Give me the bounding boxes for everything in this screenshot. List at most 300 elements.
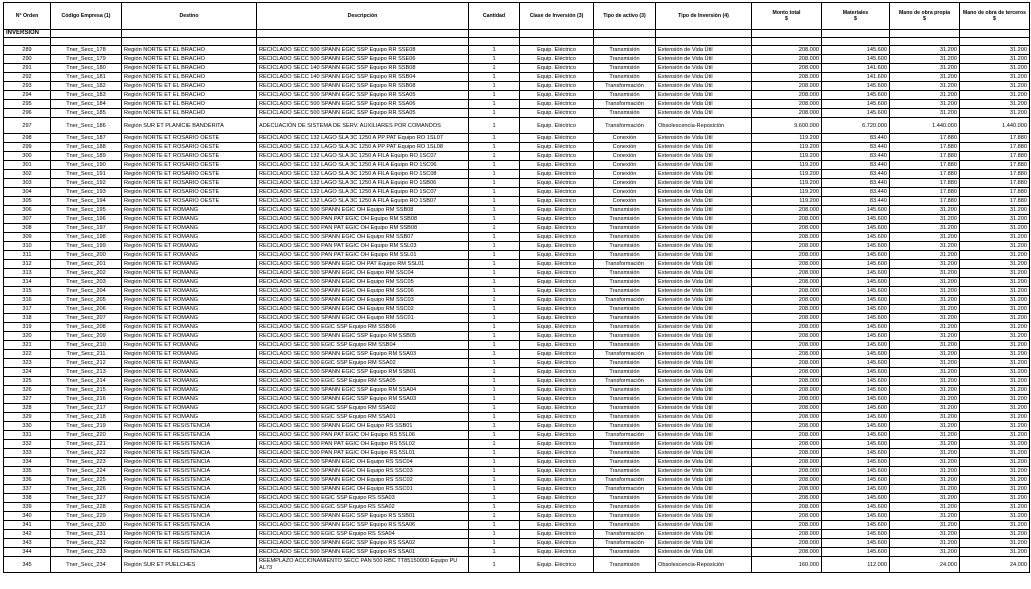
table-cell: RECICLADO SECC 132 LAGO SLA 3C 1250 A FILA Equipo RO 1SC07: [257, 152, 469, 161]
column-header: [656, 3, 752, 30]
table-cell: Extensión de Vida Útil: [656, 134, 752, 143]
table-cell: 208.000: [752, 91, 822, 100]
table-cell: Extensión de Vida Útil: [656, 55, 752, 64]
table-cell: 6.720.000: [822, 118, 890, 134]
table-cell: 305: [4, 197, 51, 206]
table-cell: Región NORTE ET RESISTENCIA: [122, 449, 257, 458]
title-row: [4, 30, 1030, 38]
table-cell: Extensión de Vida Útil: [656, 530, 752, 539]
spreadsheet: [3, 2, 1029, 573]
table-cell: Región NORTE ET ROMANG: [122, 305, 257, 314]
table-cell: Región SUR ET PLANICIE BANDERITA: [122, 118, 257, 134]
table-cell: Tner_Secc_221: [51, 440, 122, 449]
table-cell: Equip. Eléctrico: [520, 73, 594, 82]
table-row: [4, 395, 1030, 404]
table-cell: 119.200: [752, 134, 822, 143]
table-cell: 1: [469, 224, 520, 233]
table-cell: Extensión de Vida Útil: [656, 215, 752, 224]
table-row: [4, 440, 1030, 449]
table-cell: Transmisión: [594, 314, 656, 323]
table-cell: 24.000: [960, 557, 1030, 573]
table-cell: RECICLADO SECC 500 EGIC SSP Equipo RM SSA01: [257, 413, 469, 422]
table-row: [4, 152, 1030, 161]
table-cell: Transformación: [594, 539, 656, 548]
table-cell: 145.600: [822, 530, 890, 539]
table-cell: Transmisión: [594, 548, 656, 557]
table-cell: RECICLADO SECC 500 SPANN EGIC SSP Equipo RM SSA03: [257, 395, 469, 404]
table-cell: 145.600: [822, 55, 890, 64]
table-cell: 17.880: [890, 161, 960, 170]
table-cell: Tner_Secc_218: [51, 413, 122, 422]
table-cell: 31.200: [960, 73, 1030, 82]
table-cell: 293: [4, 82, 51, 91]
table-row: [4, 512, 1030, 521]
table-cell: Transmisión: [594, 341, 656, 350]
table-cell: Tner_Secc_183: [51, 91, 122, 100]
table-cell: 1: [469, 449, 520, 458]
table-cell: 321: [4, 341, 51, 350]
table-row: [4, 269, 1030, 278]
table-cell: 31.200: [960, 539, 1030, 548]
table-cell: 1: [469, 440, 520, 449]
table-cell: 31.200: [960, 46, 1030, 55]
table-cell: 31.200: [890, 485, 960, 494]
table-cell: Extensión de Vida Útil: [656, 449, 752, 458]
table-cell: 208.000: [752, 530, 822, 539]
table-cell: Extensión de Vida Útil: [656, 485, 752, 494]
table-cell: Obsolescencia-Reposición: [656, 557, 752, 573]
table-cell: 31.200: [890, 242, 960, 251]
table-cell: 208.000: [752, 467, 822, 476]
table-row: [4, 287, 1030, 296]
table-row: [4, 215, 1030, 224]
table-row: [4, 332, 1030, 341]
table-cell: Extensión de Vida Útil: [656, 305, 752, 314]
table-cell: 31.200: [890, 368, 960, 377]
table-cell: 119.200: [752, 161, 822, 170]
table-row: [4, 503, 1030, 512]
table-cell: 208.000: [752, 82, 822, 91]
column-header-label: Cantidad: [482, 12, 506, 19]
table-cell: 1: [469, 521, 520, 530]
table-cell: 145.600: [822, 503, 890, 512]
table-cell: 31.200: [890, 440, 960, 449]
table-cell: 145.600: [822, 82, 890, 91]
table-cell: Tner_Secc_220: [51, 431, 122, 440]
table-cell: 208.000: [752, 386, 822, 395]
table-cell: 292: [4, 73, 51, 82]
table-cell: Equip. Eléctrico: [520, 503, 594, 512]
table-cell: 145.600: [822, 413, 890, 422]
table-cell: 17.880: [890, 179, 960, 188]
table-cell: Extensión de Vida Útil: [656, 242, 752, 251]
table-cell: 31.200: [890, 278, 960, 287]
table-cell: 119.200: [752, 143, 822, 152]
table-row: [4, 197, 1030, 206]
table-cell: 314: [4, 278, 51, 287]
table-cell: 208.000: [752, 73, 822, 82]
table-cell: Región NORTE ET RESISTENCIA: [122, 494, 257, 503]
table-cell: 31.200: [960, 64, 1030, 73]
table-cell: 31.200: [890, 521, 960, 530]
table-cell: 1: [469, 395, 520, 404]
table-cell: Extensión de Vida Útil: [656, 109, 752, 118]
column-header-label: N° Orden: [15, 12, 39, 19]
table-row: [4, 377, 1030, 386]
table-cell: Transmisión: [594, 55, 656, 64]
table-cell: 1: [469, 386, 520, 395]
table-row: [4, 260, 1030, 269]
table-cell: Extensión de Vida Útil: [656, 224, 752, 233]
column-header-label: Destino: [179, 12, 199, 19]
table-cell: 208.000: [752, 377, 822, 386]
table-cell: Equip. Eléctrico: [520, 46, 594, 55]
table-cell: RECICLADO SECC 500 EGIC SSP Equipo RM SSA02: [257, 359, 469, 368]
table-cell: Extensión de Vida Útil: [656, 152, 752, 161]
table-cell: RECICLADO SECC 500 SPANN EGIC OH Equipo RM SSB07: [257, 233, 469, 242]
table-cell: 31.200: [960, 287, 1030, 296]
table-cell: 337: [4, 485, 51, 494]
table-cell: Región NORTE ET RESISTENCIA: [122, 485, 257, 494]
table-cell: Tner_Secc_198: [51, 233, 122, 242]
table-cell: 295: [4, 100, 51, 109]
table-cell: Extensión de Vida Útil: [656, 512, 752, 521]
table-cell: RECICLADO SECC 500 SPANN EGIC OH Equipo RS SSC01: [257, 485, 469, 494]
table-cell: Extensión de Vida Útil: [656, 494, 752, 503]
table-cell: Tner_Secc_233: [51, 548, 122, 557]
table-cell: Equip. Eléctrico: [520, 251, 594, 260]
table-cell: Equip. Eléctrico: [520, 323, 594, 332]
table-cell: RECICLADO SECC 500 SPANN EGIC SSP Equipo RR SSA05: [257, 91, 469, 100]
table-cell: 208.000: [752, 341, 822, 350]
table-cell: Región NORTE ET RESISTENCIA: [122, 512, 257, 521]
table-cell: 304: [4, 188, 51, 197]
table-cell: 1: [469, 287, 520, 296]
table-cell: Región NORTE ET EL BRACHO: [122, 64, 257, 73]
table-cell: Transmisión: [594, 395, 656, 404]
table-cell: 31.200: [890, 413, 960, 422]
table-cell: 31.200: [960, 100, 1030, 109]
table-cell: Equip. Eléctrico: [520, 350, 594, 359]
table-cell: Equip. Eléctrico: [520, 278, 594, 287]
column-header-label: Clase de Inversión (3): [529, 12, 584, 19]
table-cell: Equip. Eléctrico: [520, 188, 594, 197]
table-cell: 24.000: [890, 557, 960, 573]
table-cell: Tner_Secc_201: [51, 260, 122, 269]
column-header: [890, 3, 960, 30]
table-cell: 338: [4, 494, 51, 503]
table-cell: 1: [469, 64, 520, 73]
table-cell: Transformación: [594, 530, 656, 539]
table-cell: 83.440: [822, 134, 890, 143]
table-cell: 31.200: [890, 215, 960, 224]
table-cell: RECICLADO SECC 500 PAN PAT EGIC OH Equipo RM SSB08: [257, 215, 469, 224]
table-cell: RECICLADO SECC 500 SPANN EGIC OH Equipo RM SSB08: [257, 206, 469, 215]
table-cell: Equip. Eléctrico: [520, 233, 594, 242]
table-cell: Extensión de Vida Útil: [656, 404, 752, 413]
table-cell: 334: [4, 458, 51, 467]
table-cell: Extensión de Vida Útil: [656, 206, 752, 215]
table-cell: 1: [469, 539, 520, 548]
table-cell: RECICLADO SECC 500 SPANN EGIC OH Equipo RM SSC02: [257, 305, 469, 314]
table-cell: 145.600: [822, 296, 890, 305]
table-cell: RECICLADO SECC 500 PAN PAT EGIC OH Equipo RM SSB08: [257, 224, 469, 233]
table-cell: 145.600: [822, 359, 890, 368]
table-cell: 141.600: [822, 73, 890, 82]
table-cell: 1: [469, 341, 520, 350]
table-cell: 31.200: [960, 55, 1030, 64]
table-cell: 141.600: [822, 64, 890, 73]
table-cell: 208.000: [752, 413, 822, 422]
table-cell: Región NORTE ET RESISTENCIA: [122, 530, 257, 539]
table-cell: 208.000: [752, 278, 822, 287]
table-cell: Tner_Secc_211: [51, 350, 122, 359]
table-row: [4, 64, 1030, 73]
table-cell: 306: [4, 206, 51, 215]
table-cell: RECICLADO SECC 140 SPANN EGIC SSP Equipo RR SSB08: [257, 64, 469, 73]
table-cell: Región NORTE ET ROMANG: [122, 260, 257, 269]
table-cell: 1: [469, 278, 520, 287]
table-cell: 31.200: [960, 350, 1030, 359]
table-cell: 326: [4, 386, 51, 395]
table-row: [4, 521, 1030, 530]
table-cell: 83.440: [822, 170, 890, 179]
table-cell: 31.200: [960, 224, 1030, 233]
table-cell: 31.200: [890, 305, 960, 314]
column-header-label: Mano de obra de terceros: [962, 9, 1027, 16]
table-cell: 31.200: [890, 206, 960, 215]
table-row: [4, 413, 1030, 422]
table-cell: Equip. Eléctrico: [520, 161, 594, 170]
table-cell: 329: [4, 413, 51, 422]
column-header-label: Descripción: [347, 12, 378, 19]
table-cell: Transmisión: [594, 278, 656, 287]
table-cell: Extensión de Vida Útil: [656, 188, 752, 197]
table-cell: Tner_Secc_204: [51, 287, 122, 296]
table-row: [4, 422, 1030, 431]
table-cell: 17.880: [890, 170, 960, 179]
table-cell: Región NORTE ET ROMANG: [122, 224, 257, 233]
table-cell: Extensión de Vida Útil: [656, 458, 752, 467]
table-cell: Tner_Secc_229: [51, 512, 122, 521]
table-cell: RECICLADO SECC 500 SPANN EGIC SSP Equipo RR SSA05: [257, 109, 469, 118]
table-cell: Conexión: [594, 179, 656, 188]
table-cell: Equip. Eléctrico: [520, 467, 594, 476]
table-cell: Tner_Secc_222: [51, 449, 122, 458]
table-cell: Región NORTE ET EL BRACHO: [122, 55, 257, 64]
table-cell: Extensión de Vida Útil: [656, 269, 752, 278]
table-cell: Extensión de Vida Útil: [656, 539, 752, 548]
table-cell: Equip. Eléctrico: [520, 215, 594, 224]
table-cell: 339: [4, 503, 51, 512]
table-cell: 31.200: [960, 503, 1030, 512]
table-cell: Equip. Eléctrico: [520, 206, 594, 215]
table-cell: Tner_Secc_190: [51, 161, 122, 170]
table-cell: RECICLADO SECC 140 SPANN EGIC SSP Equipo RR SSB04: [257, 73, 469, 82]
table-cell: 1: [469, 170, 520, 179]
table-cell: Extensión de Vida Útil: [656, 260, 752, 269]
table-cell: Tner_Secc_194: [51, 197, 122, 206]
table-cell: RECICLADO SECC 500 PAN PAT EGIC OH Equipo RS 5SL01: [257, 449, 469, 458]
table-cell: 31.200: [890, 503, 960, 512]
table-cell: 1: [469, 55, 520, 64]
table-cell: Tner_Secc_209: [51, 332, 122, 341]
table-cell: 31.200: [890, 73, 960, 82]
table-cell: Transformación: [594, 100, 656, 109]
table-cell: 145.600: [822, 260, 890, 269]
table-cell: Transmisión: [594, 359, 656, 368]
table-cell: 83.440: [822, 188, 890, 197]
table-cell: Conexión: [594, 161, 656, 170]
table-cell: Región NORTE ET RESISTENCIA: [122, 422, 257, 431]
table-cell: Región NORTE ET ROMANG: [122, 323, 257, 332]
table-cell: Extensión de Vida Útil: [656, 476, 752, 485]
table-cell: RECICLADO SECC 500 SPANN EGIC OH Equipo RM SSC01: [257, 314, 469, 323]
table-cell: Región NORTE ET RESISTENCIA: [122, 458, 257, 467]
table-cell: RECICLADO SECC 500 SPANN EGIC SSP Equipo RM SSB01: [257, 368, 469, 377]
table-cell: 145.600: [822, 215, 890, 224]
table-cell: 345: [4, 557, 51, 573]
table-cell: Extensión de Vida Útil: [656, 467, 752, 476]
table-cell: 1: [469, 548, 520, 557]
table-cell: Región NORTE ET ROMANG: [122, 413, 257, 422]
table-row: [4, 314, 1030, 323]
table-row: [4, 82, 1030, 91]
table-cell: Equip. Eléctrico: [520, 377, 594, 386]
table-cell: Equip. Eléctrico: [520, 548, 594, 557]
table-cell: RECICLADO SECC 500 EGIC SSP Equipo RM SSB04: [257, 341, 469, 350]
table-row: [4, 431, 1030, 440]
table-cell: Región NORTE ET ROMANG: [122, 233, 257, 242]
table-body: [4, 46, 1030, 573]
table-cell: 31.200: [890, 512, 960, 521]
table-row: [4, 109, 1030, 118]
table-cell: 31.200: [960, 233, 1030, 242]
table-cell: 1: [469, 152, 520, 161]
column-header-unit: $: [785, 16, 788, 22]
table-cell: 83.440: [822, 161, 890, 170]
table-cell: 31.200: [890, 64, 960, 73]
table-cell: Equip. Eléctrico: [520, 458, 594, 467]
table-cell: 310: [4, 242, 51, 251]
table-cell: 299: [4, 143, 51, 152]
table-cell: 31.200: [890, 323, 960, 332]
table-cell: 31.200: [960, 82, 1030, 91]
table-row: [4, 233, 1030, 242]
table-row: [4, 557, 1030, 573]
table-cell: Tner_Secc_191: [51, 170, 122, 179]
table-cell: 208.000: [752, 458, 822, 467]
table-cell: 9.600.000: [752, 118, 822, 134]
table-cell: 31.200: [960, 512, 1030, 521]
table-cell: Región NORTE ET RESISTENCIA: [122, 440, 257, 449]
table-cell: Tner_Secc_210: [51, 341, 122, 350]
table-cell: Equip. Eléctrico: [520, 179, 594, 188]
table-cell: 1: [469, 404, 520, 413]
table-cell: 31.200: [960, 91, 1030, 100]
table-cell: Equip. Eléctrico: [520, 359, 594, 368]
table-cell: 31.200: [960, 368, 1030, 377]
table-cell: 1: [469, 377, 520, 386]
table-cell: 31.200: [960, 449, 1030, 458]
table-cell: 208.000: [752, 368, 822, 377]
table-cell: Tner_Secc_224: [51, 467, 122, 476]
table-row: [4, 206, 1030, 215]
table-cell: 17.880: [960, 188, 1030, 197]
table-cell: 1: [469, 458, 520, 467]
table-cell: Tner_Secc_181: [51, 73, 122, 82]
column-header: [594, 3, 656, 30]
column-header: [257, 3, 469, 30]
table-cell: 307: [4, 215, 51, 224]
table-cell: 1: [469, 269, 520, 278]
table-cell: Tner_Secc_185: [51, 109, 122, 118]
table-cell: Tner_Secc_178: [51, 46, 122, 55]
table-cell: 294: [4, 91, 51, 100]
table-cell: 145.600: [822, 242, 890, 251]
table-cell: Tner_Secc_205: [51, 296, 122, 305]
table-cell: 1: [469, 91, 520, 100]
table-cell: 145.600: [822, 278, 890, 287]
table-cell: 1: [469, 233, 520, 242]
table-cell: 145.600: [822, 395, 890, 404]
table-cell: Equip. Eléctrico: [520, 386, 594, 395]
table-cell: Transmisión: [594, 494, 656, 503]
table-cell: RECICLADO SECC 500 PAN PAT EGIC OH Equipo RM SSL01: [257, 251, 469, 260]
table-cell: Tner_Secc_184: [51, 100, 122, 109]
table-cell: RECICLADO SECC 132 LAGO SLA 3C 1250 A FILA Equipo RO 1SC08: [257, 170, 469, 179]
table-cell: 1: [469, 143, 520, 152]
table-cell: Región NORTE ET EL BRACHO: [122, 73, 257, 82]
table-cell: Tner_Secc_197: [51, 224, 122, 233]
table-cell: 340: [4, 512, 51, 521]
table-cell: 320: [4, 332, 51, 341]
table-cell: 31.200: [960, 458, 1030, 467]
table-row: [4, 530, 1030, 539]
table-cell: RECICLADO SECC 500 EGIC SSP Equipo RM SSB06: [257, 323, 469, 332]
table-cell: 296: [4, 109, 51, 118]
table-cell: 316: [4, 296, 51, 305]
table-cell: RECICLADO SECC 500 EGIC SSP Equipo RS SSA04: [257, 530, 469, 539]
table-cell: 332: [4, 440, 51, 449]
table-cell: Extensión de Vida Útil: [656, 350, 752, 359]
table-cell: 145.600: [822, 476, 890, 485]
table-cell: 31.200: [890, 458, 960, 467]
table-cell: RECICLADO SECC 132 LAGO SLA 3C 1250 A FILA Equipo RO 1SB06: [257, 179, 469, 188]
table-cell: Extensión de Vida Útil: [656, 332, 752, 341]
table-cell: Equip. Eléctrico: [520, 404, 594, 413]
table-cell: 145.600: [822, 269, 890, 278]
table-cell: 1: [469, 296, 520, 305]
table-cell: 1: [469, 197, 520, 206]
column-header-label: Tipo de activo (3): [603, 12, 646, 19]
table-row: [4, 404, 1030, 413]
table-row: [4, 188, 1030, 197]
table-cell: Extensión de Vida Útil: [656, 503, 752, 512]
table-cell: RECICLADO SECC 500 SPANN EGIC SSP Equipo RS SSA01: [257, 548, 469, 557]
table-cell: Transformación: [594, 377, 656, 386]
table-cell: RECICLADO SECC 500 PAN PAT EGIC OH Equipo RS 5SL06: [257, 431, 469, 440]
table-cell: Extensión de Vida Útil: [656, 170, 752, 179]
table-cell: 145.600: [822, 494, 890, 503]
table-row: [4, 548, 1030, 557]
table-cell: 1: [469, 46, 520, 55]
table-cell: Equip. Eléctrico: [520, 395, 594, 404]
table-cell: 83.440: [822, 152, 890, 161]
table-cell: Región NORTE ET ROMANG: [122, 359, 257, 368]
table-cell: 31.200: [890, 341, 960, 350]
table-cell: Transmisión: [594, 64, 656, 73]
